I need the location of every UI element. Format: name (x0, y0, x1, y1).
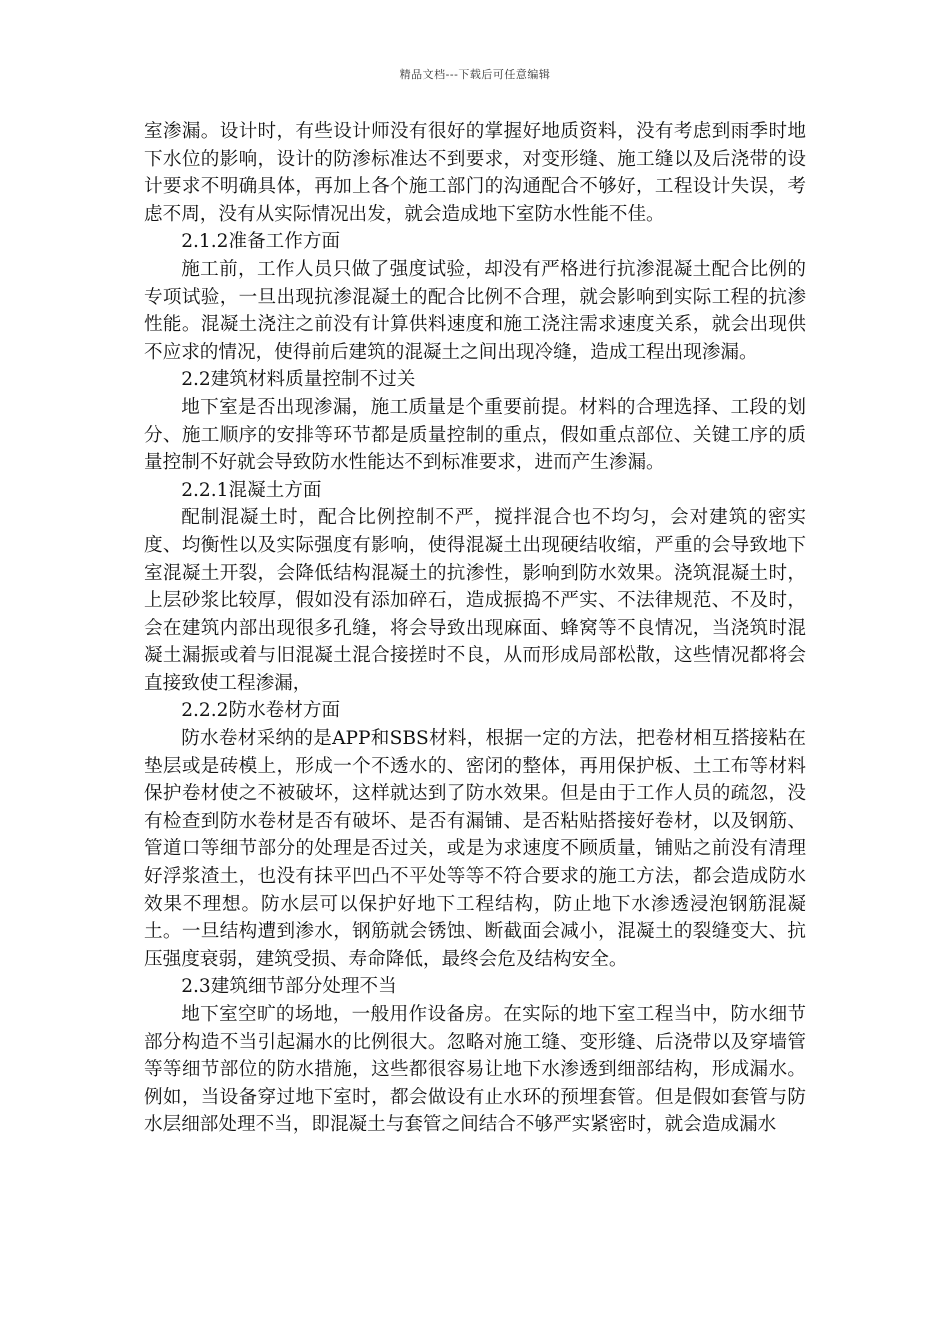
paragraph: 施工前，工作人员只做了强度试验，却没有严格进行抗渗混凝土配合比例的专项试验，一旦出现抗渗混凝土的配合比例不合理，就会影响到实际工程的抗渗性能。混凝土浇注之前没有计算供料速度和施工浇注需求速度关系，就会出现供不应求的情况，使得前后建筑的混凝土之间出现冷缝，造成工程出现渗漏。 (144, 258, 806, 363)
paragraph: 防水卷材采纳的是APP和SBS材料，根据一定的方法，把卷材相互搭接粘在垫层或是砖模上，形成一个不透水的、密闭的整体，再用保护板、土工布等材料保护卷材使之不被破坏，这样就达到了防水效果。但是由于工作人员的疏忽，没有检查到防水卷材是否有破坏、是否有漏铺、是否粘贴搭接好卷材，以及钢筋、管道口等细节部分的处理是否过关，或是为求速度不顾质量，铺贴之前没有清理好浮浆渣土，也没有抹平凹凸不平处等等不符合要求的施工方法，都会造成防水效果不理想。防水层可以保护好地下工程结构，防止地下水渗透浸泡钢筋混凝土。一旦结构遭到渗水，钢筋就会锈蚀、断截面会减小，混凝土的裂缝变大、抗压强度衰弱，建筑受损、寿命降低，最终会危及结构安全。 (144, 728, 806, 970)
document-body (144, 118, 806, 1139)
section-heading: 2.2.2防水卷材方面 (181, 700, 341, 722)
paragraph: 地下室是否出现渗漏，施工质量是个重要前提。材料的合理选择、工段的划分、施工顺序的安排等环节都是质量控制的重点，假如重点部位、关键工序的质量控制不好就会导致防水性能达不到标准要求，进而产生渗漏。 (144, 396, 806, 474)
section-heading: 2.1.2准备工作方面 (181, 231, 341, 253)
paragraph: 地下室空旷的场地，一般用作设备房。在实际的地下室工程当中，防水细节部分构造不当引起漏水的比例很大。忽略对施工缝、变形缝、后浇带以及穿墙管等等细节部位的防水措施，这些都很容易让地下水渗透到细部结构，形成漏水。例如，当设备穿过地下室时，都会做设有止水环的预埋套管。但是假如套管与防水层细部处理不当，即混凝土与套管之间结合不够严实紧密时，就会造成漏水 (144, 1004, 806, 1136)
page-header: 精品文档---下载后可任意编辑 (399, 68, 551, 81)
paragraph: 配制混凝土时，配合比例控制不严，搅拌混合也不均匀，会对建筑的密实度、均衡性以及实际强度有影响，使得混凝土出现硬结收缩，严重的会导致地下室混凝土开裂，会降低结构混凝土的抗渗性，影响到防水效果。浇筑混凝土时，上层砂浆比较厚，假如没有添加碎石，造成振捣不严实、不法律规范、不及时，会在建筑内部出现很多孔缝，将会导致出现麻面、蜂窝等不良情况，当浇筑时混凝土漏振或着与旧混凝土混合接搓时不良，从而形成局部松散，这些情况都将会直接致使工程渗漏， (144, 507, 806, 694)
paragraph: 室渗漏。设计时，有些设计师没有很好的掌握好地质资料，没有考虑到雨季时地下水位的影响，设计的防渗标准达不到要求，对变形缝、施工缝以及后浇带的设计要求不明确具体，再加上各个施工部门的沟通配合不够好，工程设计失误，考虑不周，没有从实际情况出发，就会造成地下室防水性能不佳。 (144, 121, 806, 225)
section-heading: 2.3建筑细节部分处理不当 (181, 976, 397, 998)
section-heading: 2.2建筑材料质量控制不过关 (181, 369, 416, 391)
section-heading: 2.2.1混凝土方面 (181, 479, 322, 501)
